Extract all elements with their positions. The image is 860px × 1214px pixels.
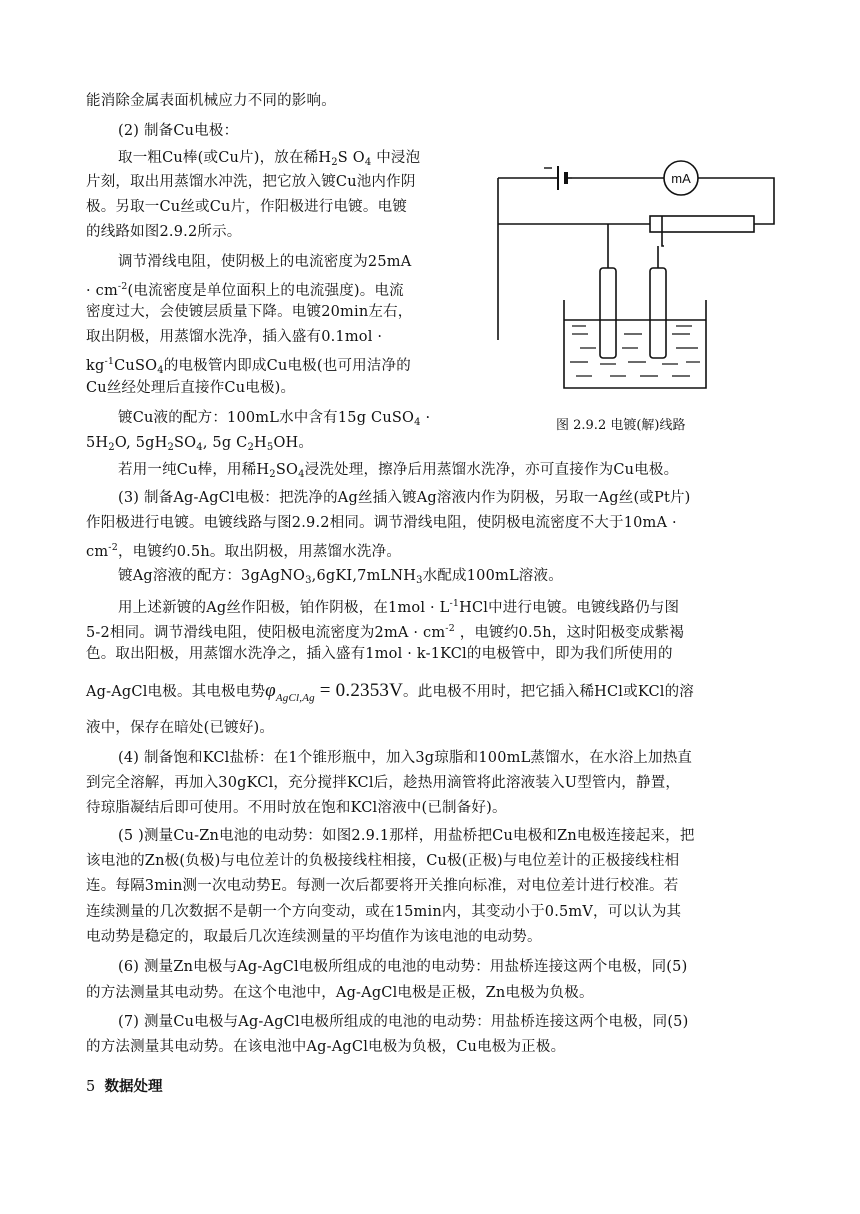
text: CuSO <box>114 358 158 374</box>
text: (6) 测量Zn电极与Ag-AgCl电极所组成的电池的电动势：用盐桥连接这两个电极，同(5) <box>118 959 688 975</box>
text-line <box>118 1012 808 1032</box>
superscript: -2 <box>117 281 128 292</box>
text-line <box>86 352 476 381</box>
text: 中浸泡 <box>371 150 421 166</box>
subscript: 4 <box>157 365 164 376</box>
text-line <box>86 172 476 192</box>
text-line <box>86 644 776 664</box>
right-wire <box>698 178 774 224</box>
text: (5 )测量Cu-Zn电池的电动势：如图2.9.1那样，用盐桥把Cu电极和Zn电极连接起来，把 <box>118 828 695 844</box>
text-line <box>86 378 476 398</box>
text: 。此电极不用时，把它插入稀HCl或KCl的溶 <box>403 684 694 700</box>
text: 电动势是稳定的，取最后几次连续测量的平均值作为该电池的电动势。 <box>86 929 542 945</box>
text: 连续测量的几次数据不是朝一个方向变动，或在15min内，其变动小于0.5mV，可以认为其 <box>86 904 682 920</box>
text-line <box>86 91 776 111</box>
text-line <box>86 876 776 896</box>
text: H <box>254 435 267 451</box>
text-line-formula <box>86 678 776 711</box>
beaker <box>564 300 706 388</box>
text-line <box>86 302 476 322</box>
text: Cu丝经处理后直接作Cu电极)。 <box>86 380 296 396</box>
text-line <box>86 851 776 871</box>
text-line <box>86 718 776 738</box>
subscript: 3 <box>416 575 423 586</box>
text: Ag-AgCl电极。其电极电势 <box>86 684 266 700</box>
text: 连。每隔3min测一次电动势E。每测一次后都要将开关推向标准，对电位差计进行校准。若 <box>86 878 679 894</box>
anode-electrode <box>650 268 666 358</box>
text: ，电镀约0.5h，这时阳极变成紫褐 <box>454 625 685 641</box>
text-line <box>118 748 808 768</box>
formula-subscript: AgCl,Ag <box>275 692 315 704</box>
subscript: 2 <box>247 442 255 453</box>
text-line <box>86 927 776 947</box>
text-line <box>118 408 508 433</box>
text-line <box>86 902 776 922</box>
text: O, 5gH <box>114 435 168 451</box>
text: 片刻，取出用蒸馏水冲洗，把它放入镀Cu池内作阴 <box>86 174 416 190</box>
text: 取一粗Cu棒(或Cu片)，放在稀H <box>118 150 332 166</box>
ammeter-label: mA <box>671 171 691 186</box>
section-number: 5 <box>86 1079 96 1095</box>
text: 能消除金属表面机械应力不同的影响。 <box>86 93 336 109</box>
subscript: 4 <box>298 469 305 480</box>
text: (3) 制备Ag-AgCl电极：把洗净的Ag丝插入镀Ag溶液内作为阴极，另取一Ag丝(或Pt片) <box>118 490 691 506</box>
electrolyte-dashes <box>570 326 700 376</box>
text: 用上述新镀的Ag丝作阳极，铂作阴极，在1mol · L <box>118 600 450 616</box>
cathode-electrode <box>600 268 616 358</box>
electroplating-circuit-diagram <box>492 150 782 400</box>
text: 的方法测量其电动势。在这个电池中，Ag-AgCl电极是正极，Zn电极为负极。 <box>86 985 594 1001</box>
superscript: -1 <box>449 598 460 609</box>
text: 浸洗处理，擦净后用蒸馏水洗净，亦可直接作为Cu电极。 <box>304 462 679 478</box>
text: 水配成100mL溶液。 <box>422 568 563 584</box>
text: 的线路如图2.9.2所示。 <box>86 224 242 240</box>
text: (4) 制备饱和KCl盐桥：在1个锥形瓶中，加入3g琼脂和100mL蒸馏水，在水浴上加热直 <box>118 750 693 766</box>
text: 调节滑线电阻，使阴极上的电流密度为25mA <box>118 254 412 270</box>
step-heading <box>118 121 808 141</box>
text: cm <box>86 544 109 560</box>
text: · <box>420 410 431 426</box>
text: ，电镀约0.5h。取出阴极，用蒸馏水洗净。 <box>117 544 402 560</box>
text: (2) 制备Cu电极： <box>118 123 239 139</box>
subscript: 2 <box>108 442 115 453</box>
text: 若用一纯Cu棒，用稀H <box>118 462 270 478</box>
text: , 5g C <box>202 435 248 451</box>
rheostat-resistor <box>650 216 754 232</box>
subscript: 2 <box>331 157 338 168</box>
text-line <box>86 277 476 301</box>
subscript: 5 <box>266 442 274 453</box>
subscript: 3 <box>305 575 312 586</box>
text: SO <box>174 435 197 451</box>
text-line <box>118 566 808 591</box>
text: S O <box>337 150 365 166</box>
text: 极。另取一Cu丝或Cu片，作阳极进行电镀。电镀 <box>86 199 407 215</box>
text-line <box>86 222 476 242</box>
superscript: -2 <box>108 542 118 553</box>
formula-value: 0.2353V <box>335 680 404 701</box>
formula-equals: = <box>314 680 336 701</box>
text: 待琼脂凝结后即可使用。不用时放在饱和KCl溶液中(已制备好)。 <box>86 800 507 816</box>
section-title: 数据处理 <box>104 1079 163 1095</box>
text-line <box>118 252 508 272</box>
rheostat-slider <box>662 216 664 246</box>
text-line <box>118 826 808 846</box>
subscript: 4 <box>196 442 203 453</box>
text-line <box>118 148 508 173</box>
text: 5-2相同。调节滑线电阻，使阳极电流密度为2mA · cm <box>86 625 446 641</box>
text: 镀Ag溶液的配方：3gAgNO <box>118 568 306 584</box>
text-line <box>86 197 476 217</box>
section-heading <box>86 1075 162 1096</box>
text: SO <box>275 462 299 478</box>
text: ,6gKI,7mLNH <box>311 568 417 584</box>
text-line <box>86 983 776 1003</box>
text: 色。取出阳极，用蒸馏水洗净之，插入盛有1mol · k-1KCl的电极管中，即为我们所使用的 <box>86 646 673 662</box>
text-line <box>86 619 776 643</box>
text-line <box>118 488 808 508</box>
text: kg <box>86 358 105 374</box>
text: 镀Cu液的配方：100mL水中含有15g CuSO <box>118 410 415 426</box>
text-line <box>86 773 776 793</box>
text: 该电池的Zn极(负极)与电位差计的负极接线柱相接，Cu极(正极)与电位差计的正极接线柱相 <box>86 853 680 869</box>
subscript: 4 <box>364 157 372 168</box>
text: 的方法测量其电动势。在该电池中Ag-AgCl电极为负极，Cu电极为正极。 <box>86 1039 566 1055</box>
text: OH。 <box>273 435 314 451</box>
text: 取出阴极，用蒸馏水洗净，插入盛有0.1mol · <box>86 329 383 345</box>
text: 液中，保存在暗处(已镀好)。 <box>86 720 275 736</box>
text-line <box>86 513 776 533</box>
phi-symbol: φ <box>265 680 276 701</box>
text-line <box>86 798 776 818</box>
subscript: 2 <box>167 442 175 453</box>
text-line <box>86 433 476 458</box>
text-line <box>118 594 808 618</box>
text: 的电极管内即成Cu电极(也可用洁净的 <box>163 358 411 374</box>
text: HCl中进行电镀。电镀线路仍与图 <box>459 600 680 616</box>
superscript: -2 <box>445 623 455 634</box>
subscript: 2 <box>269 469 276 480</box>
text: (7) 测量Cu电极与Ag-AgCl电极所组成的电池的电动势：用盐桥连接这两个电极，同(5) <box>118 1014 689 1030</box>
text: 到完全溶解，再加入30gKCl，充分搅拌KCl后，趁热用滴管将此溶液装入U型管内，静置， <box>86 775 681 791</box>
text-line <box>118 957 808 977</box>
superscript: -1 <box>104 356 115 367</box>
text: 5H <box>86 435 109 451</box>
electrode-potential-formula <box>265 680 404 704</box>
text: (电流密度是单位面积上的电流强度)。电流 <box>127 283 404 299</box>
subscript: 4 <box>414 417 421 428</box>
text: 作阳极进行电镀。电镀线路与图2.9.2相同。调节滑线电阻，使阴极电流密度不大于10mA · <box>86 515 677 531</box>
figure-caption: 图 2.9.2 电镀(解)线路 <box>556 418 686 433</box>
text-line <box>86 538 776 562</box>
text: 密度过大，会使镀层质量下降。电镀20min左右， <box>86 304 413 320</box>
text-line <box>86 1037 776 1057</box>
text-line <box>118 460 808 485</box>
text-line <box>86 327 476 347</box>
text: · cm <box>86 283 118 299</box>
